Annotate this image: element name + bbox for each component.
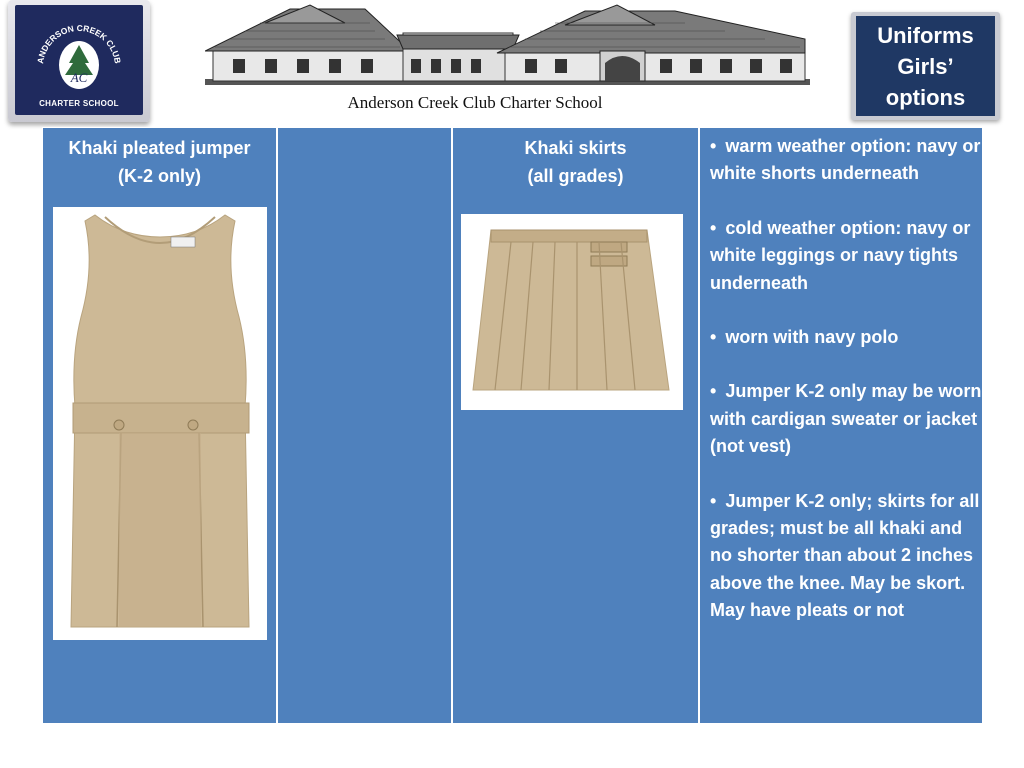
khaki-jumper-image bbox=[53, 207, 267, 640]
skirt-heading-line-2: (all grades) bbox=[527, 166, 624, 186]
logo-badge bbox=[15, 5, 143, 115]
jumper-heading bbox=[43, 128, 276, 190]
uniform-notes-list bbox=[700, 128, 982, 625]
note-length-rules bbox=[710, 488, 982, 625]
school-name-caption: Anderson Creek Club Charter School bbox=[347, 93, 603, 112]
title-line-2: Girls’ bbox=[897, 53, 954, 79]
logo-arc-text: ANDERSON CREEK CLUB bbox=[35, 22, 123, 65]
bullet: • bbox=[710, 136, 717, 156]
slide-title-box bbox=[851, 12, 1000, 120]
note-text: Jumper K-2 only may be worn with cardigan sweater or jacket (not vest) bbox=[710, 381, 982, 457]
school-logo bbox=[8, 0, 150, 122]
bullet: • bbox=[710, 381, 717, 402]
bullet: • bbox=[710, 217, 717, 238]
note-text: Jumper K-2 only; skirts for all grades; must be all khaki and no shorter than about 2 inches above the knee. May be skort. May have pleats or not bbox=[710, 490, 980, 621]
jumper-heading-line-1: Khaki pleated jumper bbox=[68, 138, 251, 158]
bullet: • bbox=[710, 327, 717, 348]
notes-cell bbox=[700, 128, 982, 723]
note-polo bbox=[710, 324, 982, 351]
bullet: • bbox=[710, 490, 717, 511]
school-building-illustration bbox=[205, 3, 810, 86]
note-cardigan bbox=[710, 378, 982, 460]
note-text: cold weather option: navy or white leggings or navy tights underneath bbox=[710, 217, 971, 293]
uniform-options-table bbox=[42, 127, 983, 724]
khaki-skirt-image bbox=[461, 214, 683, 410]
skirt-heading-line-1: Khaki skirts bbox=[524, 138, 627, 158]
logo-bottom-text: CHARTER SCHOOL bbox=[39, 99, 119, 108]
empty-cell bbox=[278, 128, 453, 723]
title-line-1: Uniforms bbox=[877, 22, 974, 48]
logo-monogram: AC bbox=[70, 70, 88, 85]
jumper-cell bbox=[43, 128, 278, 723]
note-text: worn with navy polo bbox=[720, 327, 899, 348]
skirt-cell bbox=[453, 128, 700, 723]
note-cold-weather bbox=[710, 215, 982, 297]
jumper-heading-line-2: (K-2 only) bbox=[118, 166, 201, 186]
slide-title bbox=[856, 16, 995, 116]
skirt-heading bbox=[453, 128, 698, 190]
note-text: warm weather option: navy or white shorts underneath bbox=[710, 136, 981, 184]
note-warm-weather bbox=[710, 133, 982, 188]
title-line-3: options bbox=[885, 84, 966, 110]
